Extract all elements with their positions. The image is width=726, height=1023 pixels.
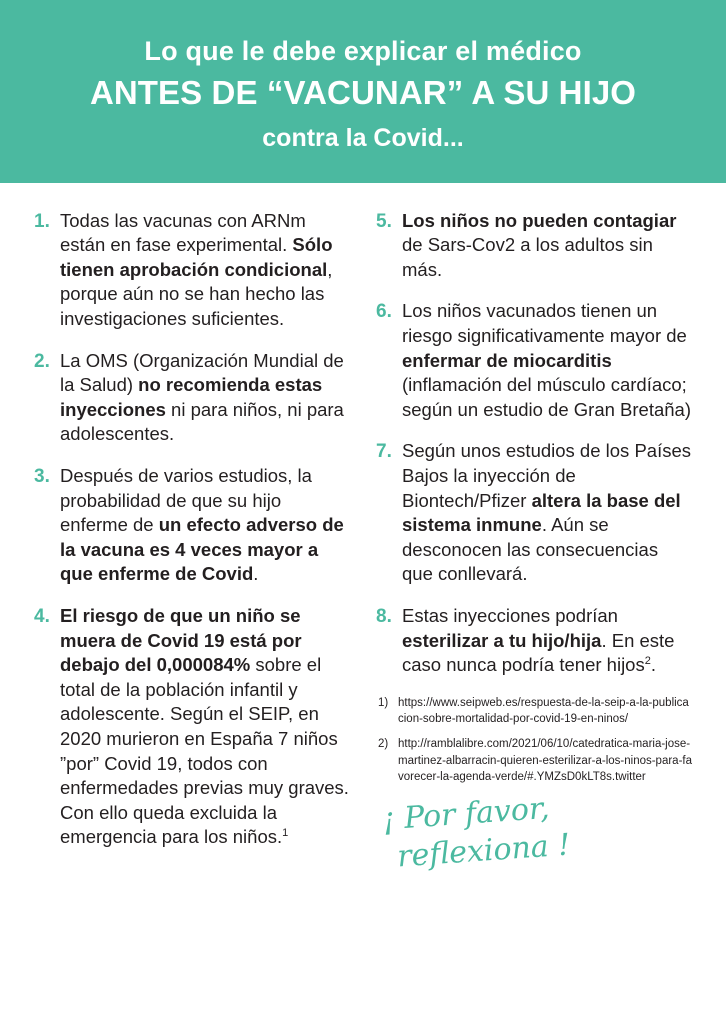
text-segment: Estas inyecciones podrían	[402, 604, 618, 626]
text-segment: 2	[644, 654, 651, 667]
footnote-marker: 1)	[378, 696, 389, 709]
list-item-number: 6.	[376, 301, 392, 323]
text-segment: Después de varios estudios, la probabilidad de que su hijo enferme de	[60, 464, 312, 536]
text-segment: 1	[282, 827, 289, 840]
text-segment: .	[650, 654, 656, 676]
footnote-marker: 2)	[378, 738, 389, 751]
poster-header	[0, 0, 726, 183]
text-segment: Los niños vacunados tienen un riesgo significativamente mayor de	[402, 300, 687, 347]
list-item-number: 4.	[34, 605, 50, 627]
right-column-items	[376, 209, 692, 678]
signoff	[373, 780, 693, 877]
list-item	[34, 604, 350, 850]
list-item	[34, 349, 350, 447]
list-item-text	[402, 209, 692, 283]
list-item-text	[402, 299, 692, 422]
text-segment: . En este caso nunca podría tener hijos	[402, 629, 675, 676]
signoff-line-1: ¡ Por favor,	[381, 790, 551, 838]
footnote-url[interactable]: http://ramblalibre.com/2021/06/10/catedratica-maria-jose-martinez-albarracin-quieren-esterilizar-a-los-ninos-para-favorecer-la-agenda-verde/#.YMZsD0kLT8s.twitter	[398, 738, 692, 784]
list-item-text	[60, 349, 350, 447]
header-line-2: ANTES DE “VACUNAR” A SU HIJO	[89, 74, 637, 112]
list-item-text	[60, 209, 350, 332]
list-item	[34, 464, 350, 587]
right-column	[376, 209, 692, 877]
list-item-text	[60, 464, 350, 587]
text-segment: altera la base del sistema inmune	[402, 489, 681, 536]
header-line-1: Lo que le debe explicar el médico	[144, 36, 582, 66]
text-segment: Todas las vacunas con ARNm están en fase experimental.	[60, 209, 306, 256]
text-segment: Sólo tienen aprobación condicional	[60, 234, 333, 280]
text-segment: .	[253, 563, 259, 585]
text-segment: enfermar de miocarditis	[402, 349, 612, 371]
text-segment: La OMS (Organización Mundial de la Salud)	[60, 349, 344, 396]
text-segment: , porque aún no se han hecho las investigaciones suficientes.	[60, 258, 333, 330]
content-columns	[0, 183, 726, 877]
text-segment: (inflamación del músculo cardíaco; según un estudio de Gran Bretaña)	[402, 374, 691, 420]
text-segment: El riesgo de que un niño se muera de Covid 19 está por debajo del 0,000084%	[60, 604, 302, 676]
list-item	[376, 209, 692, 283]
text-segment: Según unos estudios de los Países Bajos la inyección de Biontech/Pfizer	[402, 440, 691, 511]
list-item	[376, 439, 692, 587]
list-item-number: 7.	[376, 441, 392, 463]
text-segment: sobre el total de la población infantil y adolescente. Según el SEIP, en 2020 murieron en España 7 niños ”por” Covid 19, todos con enfermedades previas muy graves. Con ello queda excluida la emergencia para los niños.	[60, 654, 349, 848]
header-line-3: contra la Covid...	[262, 123, 464, 152]
list-item-number: 2.	[34, 350, 50, 372]
list-item	[376, 604, 692, 678]
list-item	[34, 209, 350, 332]
list-item-number: 3.	[34, 465, 50, 487]
left-column	[34, 209, 350, 877]
text-segment: Los niños no pueden contagiar	[402, 209, 677, 231]
signoff-line-2: reflexiona !	[396, 827, 572, 875]
text-segment: . Aún se desconocen las consecuencias que conllevará.	[402, 514, 659, 585]
list-item-number: 1.	[34, 210, 50, 232]
list-item-text	[402, 439, 692, 587]
list-item-number: 8.	[376, 605, 392, 627]
text-segment: un efecto adverso de la vacuna es 4 veces mayor a que enferme de Covid	[60, 514, 344, 585]
text-segment: ni para niños, ni para adolescentes.	[60, 398, 344, 445]
list-item-text	[402, 604, 692, 678]
text-segment: esterilizar a tu hijo/hija	[402, 629, 602, 651]
footnote	[378, 695, 692, 728]
list-item	[376, 299, 692, 422]
list-item-number: 5.	[376, 210, 392, 232]
footnote	[378, 736, 692, 786]
footnote-url[interactable]: https://www.seipweb.es/respuesta-de-la-seip-a-la-publicacion-sobre-mortalidad-por-covid-19-en-ninos/	[398, 696, 689, 726]
list-item-text	[60, 604, 350, 850]
footnotes	[376, 695, 692, 786]
text-segment: de Sars-Cov2 a los adultos sin más.	[402, 234, 653, 280]
text-segment: no recomienda estas inyecciones	[60, 374, 323, 420]
